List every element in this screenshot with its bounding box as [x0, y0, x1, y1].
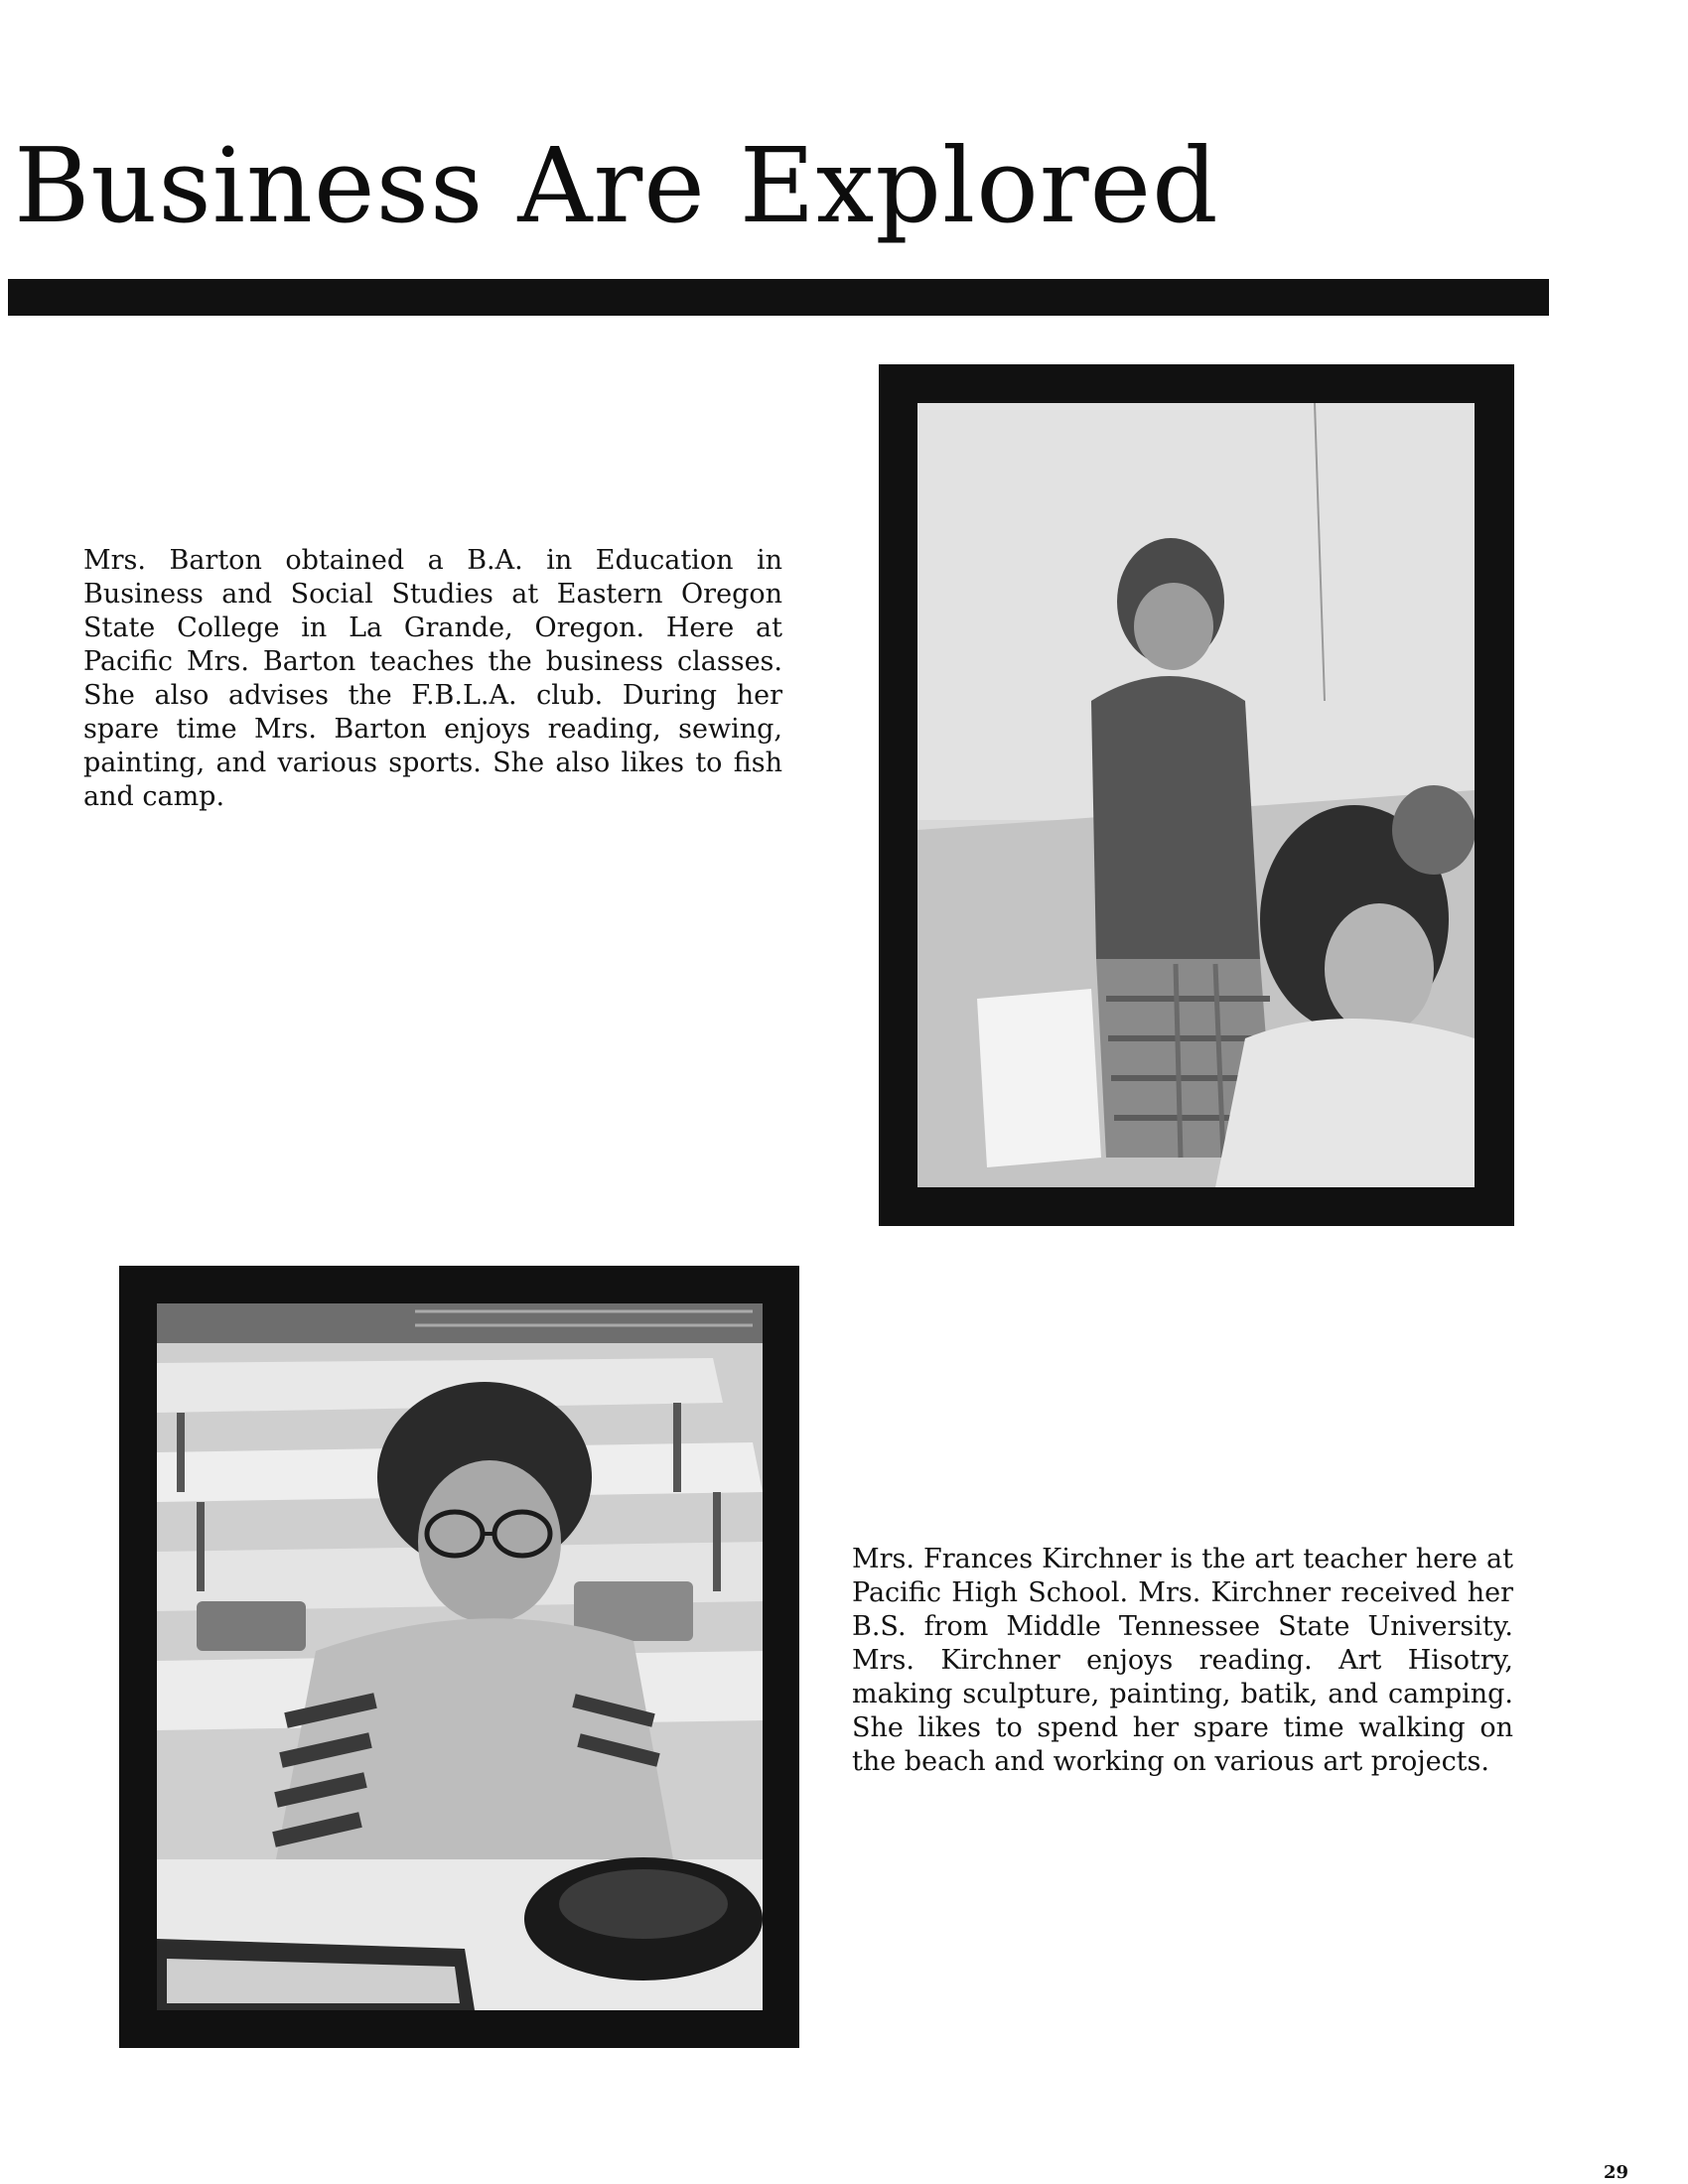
page-number: 29	[1603, 2162, 1628, 2183]
page-title: Business Are Explored	[14, 125, 1219, 246]
bio-kirchner: Mrs. Frances Kirchner is the art teacher here at Pacific High School. Mrs. Kirchner received her B.S. from Middle Tennessee State University. Mrs. Kirchner enjoys reading. Art Hisotry, making sculpture, painting, batik, and camping. She likes to spend her spare time walking on the beach and working on various art projects.	[852, 1544, 1513, 1777]
title-rule	[8, 279, 1549, 316]
photo-barton-frame	[879, 364, 1514, 1226]
bio-barton: Mrs. Barton obtained a B.A. in Education in Business and Social Studies at Eastern Oregon State College in La Grande, Oregon. Here at Pacific Mrs. Barton teaches the business classes. She also advises the F.B.L.A. club. During her spare time Mrs. Barton enjoys reading, sewing, painting, and various sports. She also likes to fish and camp.	[83, 545, 782, 812]
photo-barton	[917, 403, 1475, 1187]
photo-kirchner	[157, 1303, 763, 2010]
photo-kirchner-frame	[119, 1266, 799, 2048]
